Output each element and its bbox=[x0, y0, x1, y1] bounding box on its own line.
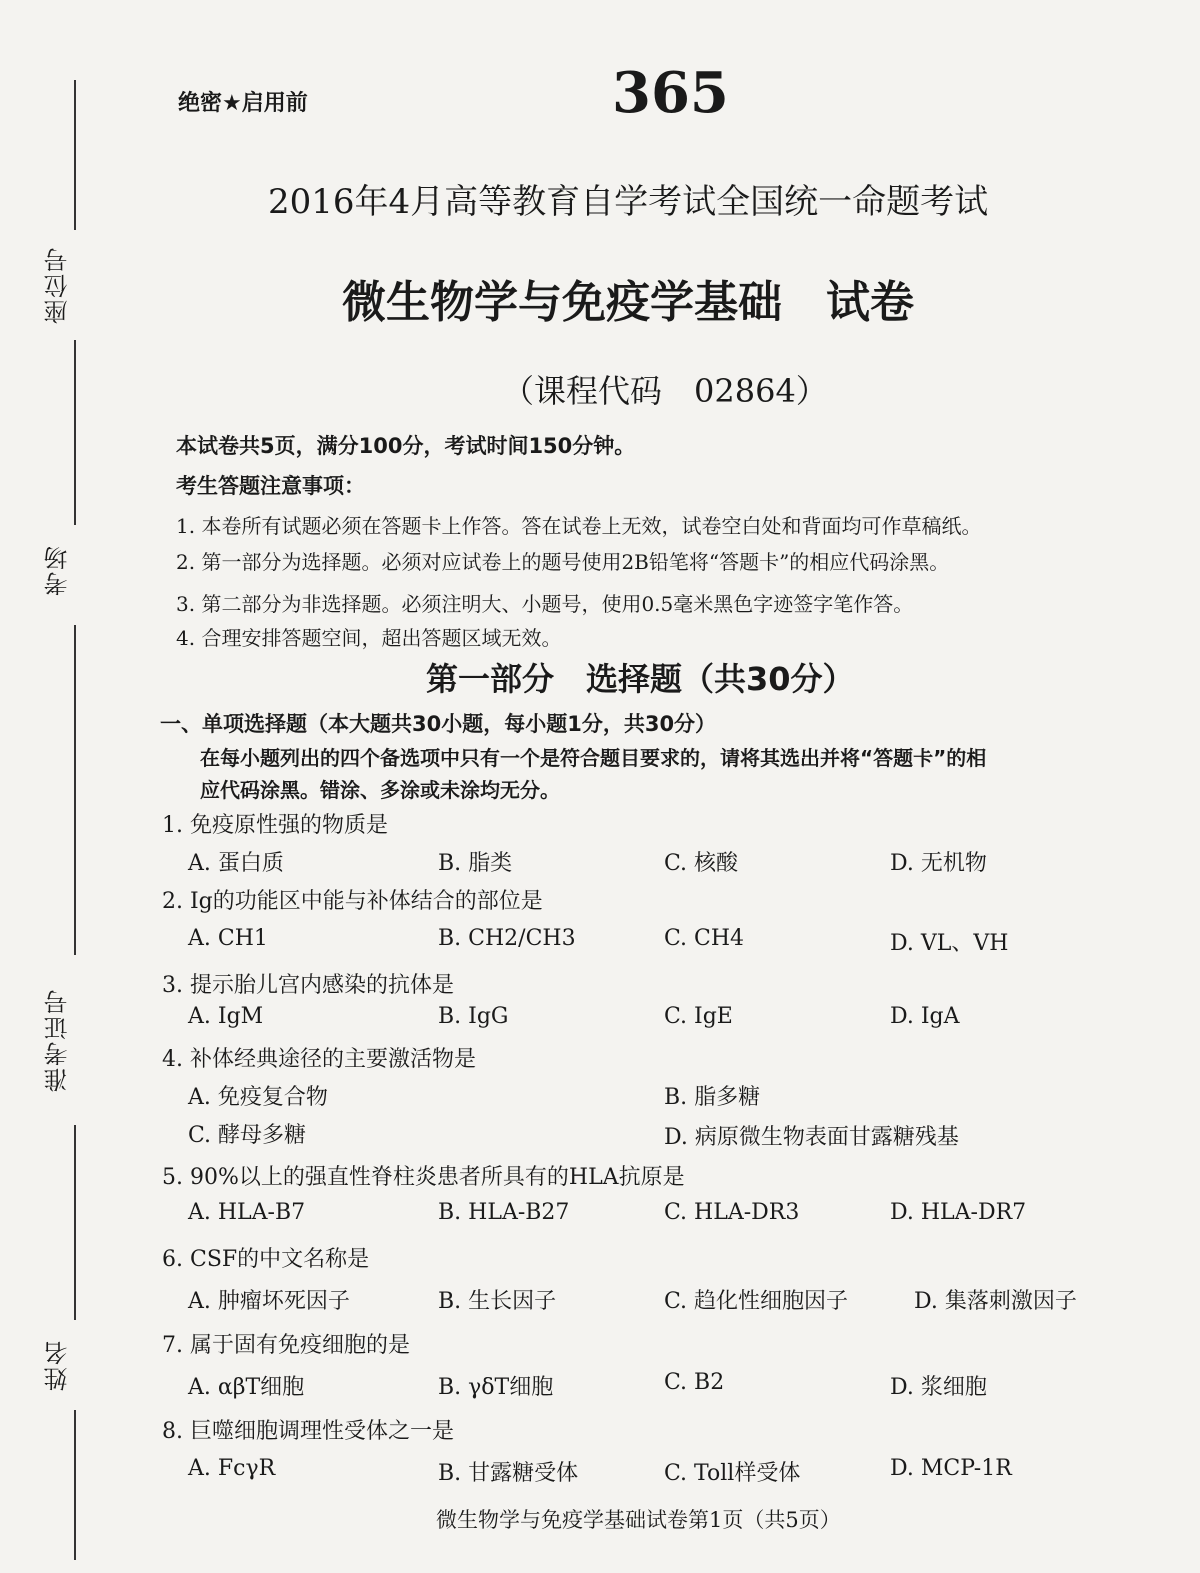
question-option: B. 脂类 bbox=[438, 851, 513, 876]
section-instruction: 应代码涂黑。错涂、多涂或未涂均无分。 bbox=[200, 778, 560, 802]
question-stem: 8. 巨噬细胞调理性受体之一是 bbox=[162, 1419, 454, 1444]
admission-ticket-label: 准考证号 bbox=[44, 988, 72, 1092]
course-code: （课程代码 02864） bbox=[502, 372, 828, 410]
question-option: B. 脂多糖 bbox=[664, 1085, 761, 1110]
question-option: D. 集落刺激因子 bbox=[914, 1289, 1077, 1314]
exam-title: 2016年4月高等教育自学考试全国统一命题考试 bbox=[268, 182, 989, 222]
confidential-mark: 绝密★启用前 bbox=[178, 91, 308, 116]
margin-line bbox=[74, 625, 76, 955]
paper-code-number: 365 bbox=[612, 60, 729, 126]
question-option: D. 无机物 bbox=[890, 851, 987, 876]
question-option: C. 趋化性细胞因子 bbox=[664, 1289, 849, 1314]
seat-number-label: 座位号 bbox=[44, 246, 72, 324]
question-option: D. VL、VH bbox=[890, 931, 1009, 956]
question-stem: 3. 提示胎儿宫内感染的抗体是 bbox=[162, 973, 454, 998]
exam-room-label: 考场 bbox=[44, 544, 72, 596]
page-footer: 微生物学与免疫学基础试卷第1页（共5页） bbox=[436, 1508, 841, 1532]
question-option: A. CH1 bbox=[188, 926, 268, 951]
question-option: A. 肿瘤坏死因子 bbox=[188, 1289, 350, 1314]
question-option: A. IgM bbox=[188, 1004, 264, 1029]
question-option: B. 生长因子 bbox=[438, 1289, 557, 1314]
part-one-title: 第一部分 选择题（共30分） bbox=[426, 660, 855, 698]
question-option: D. IgA bbox=[890, 1004, 960, 1029]
paper-summary: 本试卷共5页，满分100分，考试时间150分钟。 bbox=[176, 434, 636, 458]
note-item: 1. 本卷所有试题必须在答题卡上作答。答在试卷上无效，试卷空白处和背面均可作草稿纸。 bbox=[176, 514, 982, 538]
margin-line bbox=[74, 340, 76, 525]
question-option: D. 病原微生物表面甘露糖残基 bbox=[664, 1125, 959, 1150]
question-option: C. HLA-DR3 bbox=[664, 1200, 800, 1225]
question-option: D. MCP-1R bbox=[890, 1456, 1012, 1481]
question-option: B. HLA-B27 bbox=[438, 1200, 570, 1225]
question-option: C. B2 bbox=[664, 1370, 725, 1395]
margin-line bbox=[74, 1125, 76, 1320]
question-option: C. IgE bbox=[664, 1004, 733, 1029]
question-option: C. 酵母多糖 bbox=[188, 1123, 307, 1148]
question-option: B. IgG bbox=[438, 1004, 509, 1029]
question-option: C. CH4 bbox=[664, 926, 745, 951]
section-heading: 一、单项选择题（本大题共30小题，每小题1分，共30分） bbox=[160, 712, 717, 736]
name-label: 姓名 bbox=[44, 1339, 72, 1391]
note-item: 3. 第二部分为非选择题。必须注明大、小题号，使用0.5毫米黑色字迹签字笔作答。 bbox=[176, 592, 914, 616]
question-option: A. 免疫复合物 bbox=[188, 1085, 328, 1110]
question-stem: 6. CSF的中文名称是 bbox=[162, 1247, 370, 1272]
question-option: A. FcγR bbox=[188, 1456, 276, 1481]
question-option: A. αβT细胞 bbox=[188, 1375, 305, 1400]
question-stem: 1. 免疫原性强的物质是 bbox=[162, 813, 388, 838]
question-option: B. 甘露糖受体 bbox=[438, 1461, 579, 1486]
question-option: C. 核酸 bbox=[664, 851, 739, 876]
question-stem: 5. 90%以上的强直性脊柱炎患者所具有的HLA抗原是 bbox=[162, 1165, 685, 1190]
question-option: D. HLA-DR7 bbox=[890, 1200, 1027, 1225]
margin-line bbox=[74, 1410, 76, 1560]
question-option: D. 浆细胞 bbox=[890, 1375, 987, 1400]
section-instruction: 在每小题列出的四个备选项中只有一个是符合题目要求的，请将其选出并将“答题卡”的相 bbox=[200, 746, 987, 770]
question-option: B. γδT细胞 bbox=[438, 1375, 554, 1400]
question-stem: 2. Ig的功能区中能与补体结合的部位是 bbox=[162, 889, 543, 914]
note-item: 2. 第一部分为选择题。必须对应试卷上的题号使用2B铅笔将“答题卡”的相应代码涂黑。 bbox=[176, 550, 950, 574]
question-option: A. 蛋白质 bbox=[188, 851, 284, 876]
notes-title: 考生答题注意事项： bbox=[176, 474, 365, 498]
question-option: A. HLA-B7 bbox=[188, 1200, 306, 1225]
question-stem: 4. 补体经典途径的主要激活物是 bbox=[162, 1047, 476, 1072]
question-option: C. Toll样受体 bbox=[664, 1461, 801, 1486]
question-stem: 7. 属于固有免疫细胞的是 bbox=[162, 1333, 410, 1358]
page-title: 微生物学与免疫学基础 试卷 bbox=[342, 277, 914, 328]
note-item: 4. 合理安排答题空间，超出答题区域无效。 bbox=[176, 626, 562, 650]
question-option: B. CH2/CH3 bbox=[438, 926, 576, 951]
margin-line bbox=[74, 80, 76, 230]
